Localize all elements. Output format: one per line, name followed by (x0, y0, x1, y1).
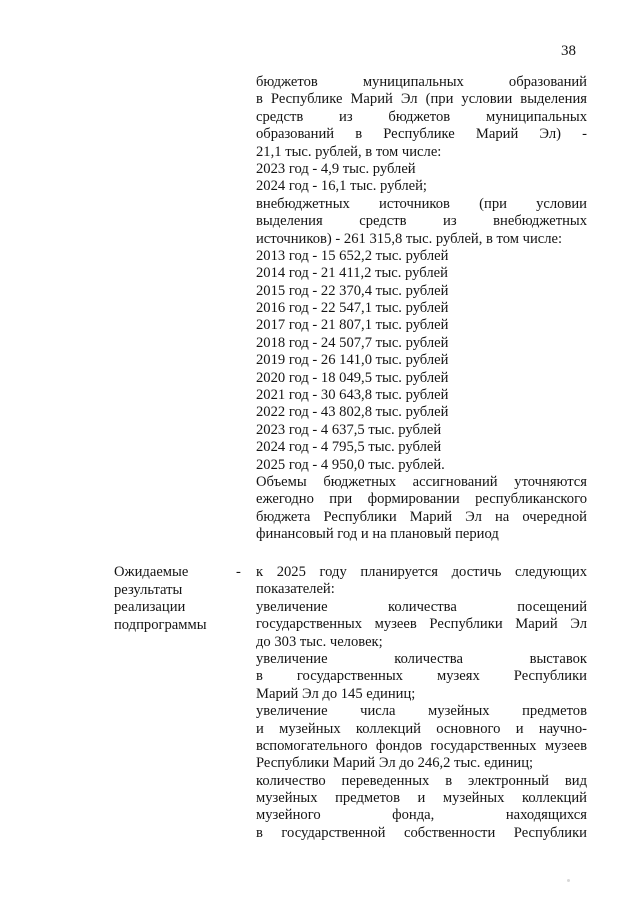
funding-text-line: Объемы бюджетных ассигнований уточняются (256, 473, 587, 490)
section-label-line: реализации (114, 599, 186, 616)
results-text-line: увеличение числа музейных предметов (256, 703, 587, 720)
funding-text-line: 2013 год - 15 652,2 тыс. рублей (256, 247, 449, 264)
funding-text-line: 2014 год - 21 411,2 тыс. рублей (256, 265, 448, 282)
results-text-line: музейного фонда, находящихся (256, 807, 587, 824)
funding-text-line: 2018 год - 24 507,7 тыс. рублей (256, 334, 449, 351)
funding-text-line: в Республике Марий Эл (при условии выделения (256, 91, 587, 108)
results-text-line: до 303 тыс. человек; (256, 633, 383, 650)
section-label-line: результаты (114, 581, 183, 598)
funding-text-line: источников) - 261 315,8 тыс. рублей, в том числе: (256, 230, 563, 247)
funding-text-line: 2021 год - 30 643,8 тыс. рублей (256, 387, 449, 404)
scan-artifact (567, 879, 570, 882)
funding-sources-text (256, 74, 587, 544)
funding-text-line: 2016 год - 22 547,1 тыс. рублей (256, 300, 449, 317)
funding-text-line: 2022 год - 43 802,8 тыс. рублей (256, 404, 449, 421)
results-text-line: к 2025 году планируется достичь следующих (256, 564, 587, 580)
funding-text-line: 2019 год - 26 141,0 тыс. рублей (256, 352, 449, 369)
results-text-line: в государственных музеях Республики (256, 668, 587, 685)
results-text-line: показателей: (256, 581, 335, 598)
funding-text-line: бюджета Республики Марий Эл на очередной (256, 508, 587, 525)
funding-text-line: внебюджетных источников (при условии (256, 195, 587, 212)
funding-text-line: ежегодно при формировании республиканского (256, 491, 587, 508)
expected-results-text (256, 564, 587, 842)
results-text-line: государственных музеев Республики Марий Эл (256, 616, 587, 633)
funding-text-line: 2020 год - 18 049,5 тыс. рублей (256, 369, 449, 386)
funding-text-line: 2023 год - 4,9 тыс. рублей (256, 160, 416, 177)
funding-text-line: средств из бюджетов муниципальных (256, 108, 587, 125)
funding-text-line: 2024 год - 16,1 тыс. рублей; (256, 178, 427, 195)
page-number: 38 (561, 43, 576, 59)
funding-text-line: финансовый год и на плановый период (256, 526, 499, 543)
funding-text-line: образований в Республике Марий Эл) - (256, 126, 587, 143)
results-text-line: в государственной собственности Республики (256, 824, 587, 841)
results-text-line: музейных предметов и музейных коллекций (256, 790, 587, 807)
funding-text-line: 21,1 тыс. рублей, в том числе: (256, 143, 442, 160)
results-text-line: и музейных коллекций основного и научно- (256, 720, 587, 737)
funding-text-line: выделения средств из внебюджетных (256, 213, 587, 230)
label-dash: - (236, 564, 241, 580)
funding-text-line: 2023 год - 4 637,5 тыс. рублей (256, 421, 442, 438)
section-label-line: подпрограммы (114, 616, 207, 633)
results-text-line: увеличение количества выставок (256, 650, 587, 667)
funding-text-line: 2025 год - 4 950,0 тыс. рублей. (256, 456, 445, 473)
results-text-line: Марий Эл до 145 единиц; (256, 685, 416, 702)
funding-text-line: 2017 год - 21 807,1 тыс. рублей (256, 317, 449, 334)
results-text-line: вспомогательного фондов государственных музеев (256, 737, 587, 754)
results-text-line: Республики Марий Эл до 246,2 тыс. единиц; (256, 755, 534, 772)
funding-text-line: 2015 год - 22 370,4 тыс. рублей (256, 282, 449, 299)
funding-text-line: 2024 год - 4 795,5 тыс. рублей (256, 439, 442, 456)
results-text-line: увеличение количества посещений (256, 598, 587, 615)
results-text-line: количество переведенных в электронный вид (256, 772, 587, 789)
funding-text-line: бюджетов муниципальных образований (256, 74, 587, 90)
section-label-expected-results (114, 564, 234, 634)
section-label-line: Ожидаемые (114, 564, 189, 580)
